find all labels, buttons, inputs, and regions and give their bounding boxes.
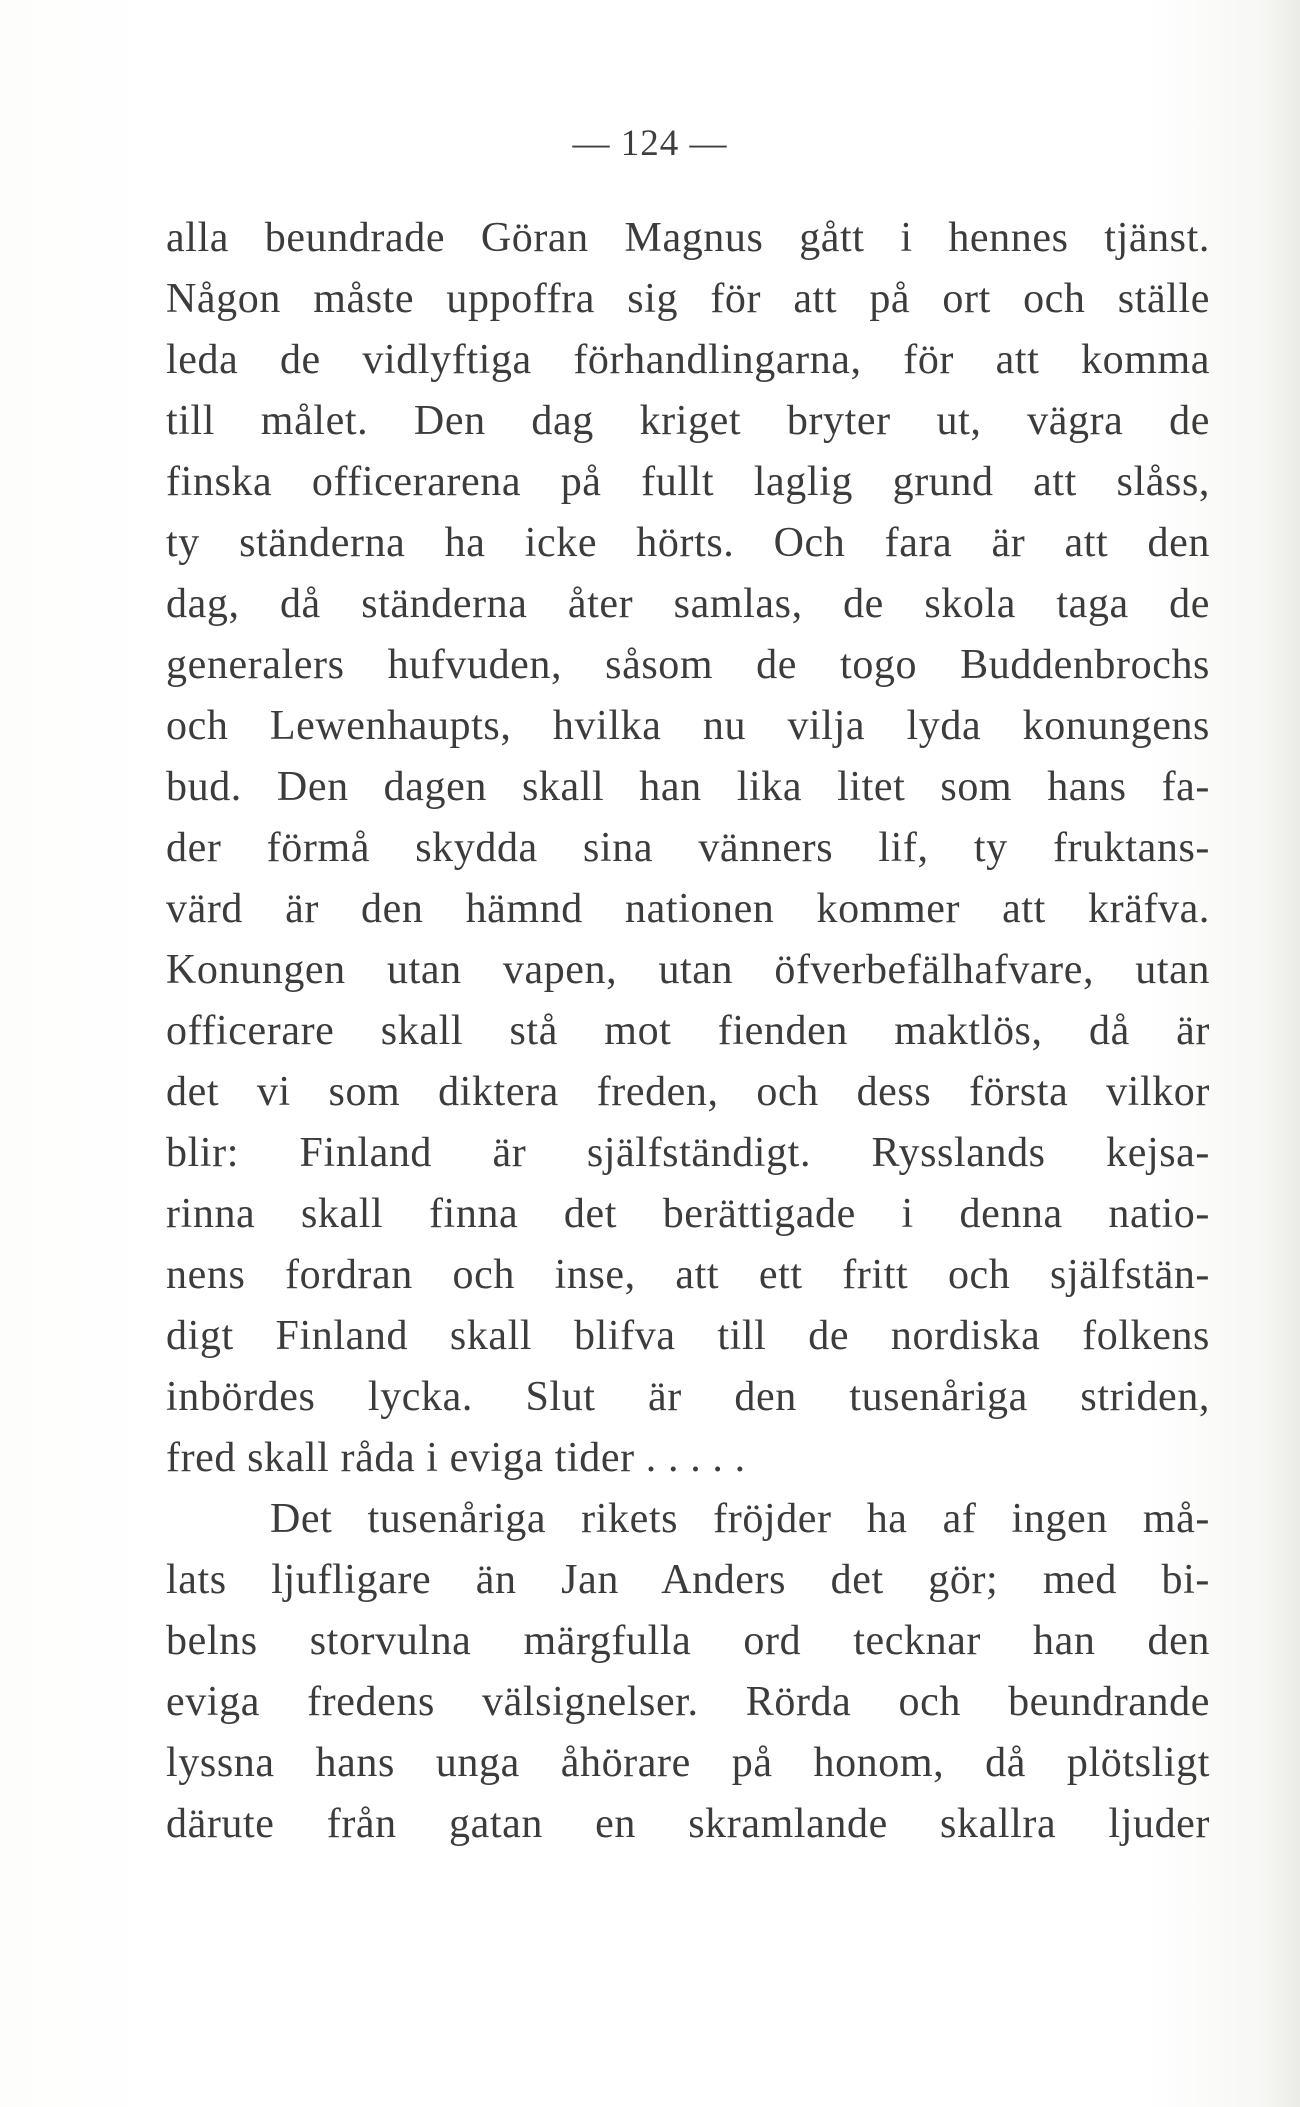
text-line: bud. Den dagen skall han lika litet som hans fa- xyxy=(166,764,1210,810)
text-line: rinna skall finna det berättigade i denna natio- xyxy=(166,1191,1210,1237)
text-line: och Lewenhaupts, hvilka nu vilja lyda konungens xyxy=(166,703,1210,749)
text-line: blir: Finland är själfständigt. Rysslands kejsa- xyxy=(166,1130,1210,1176)
text-line: lyssna hans unga åhörare på honom, då plötsligt xyxy=(166,1740,1210,1786)
text-line: alla beundrade Göran Magnus gått i hennes tjänst. xyxy=(166,215,1210,261)
text-line: fred skall råda i eviga tider . . . . . xyxy=(166,1435,746,1481)
text-line: generalers hufvuden, såsom de togo Buddenbrochs xyxy=(166,642,1210,688)
text-line: officerare skall stå mot fienden maktlös, då är xyxy=(166,1008,1210,1054)
text-line: digt Finland skall blifva till de nordiska folkens xyxy=(166,1313,1210,1359)
text-line: nens fordran och inse, att ett fritt och själfstän- xyxy=(166,1252,1210,1298)
text-line: Någon måste uppoffra sig för att på ort och ställe xyxy=(166,276,1210,322)
text-line: ty ständerna ha icke hörts. Och fara är att den xyxy=(166,520,1210,566)
paragraph-first-line: Det tusenåriga rikets fröjder ha af ingen må- xyxy=(270,1496,1210,1542)
text-line: lats ljufligare än Jan Anders det gör; med bi- xyxy=(166,1557,1210,1603)
text-line: värd är den hämnd nationen kommer att kräfva. xyxy=(166,886,1210,932)
text-line: det vi som diktera freden, och dess första vilkor xyxy=(166,1069,1210,1115)
text-line: dag, då ständerna åter samlas, de skola taga de xyxy=(166,581,1210,627)
text-line: der förmå skydda sina vänners lif, ty fruktans- xyxy=(166,825,1210,871)
text-line: Konungen utan vapen, utan öfverbefälhafvare, utan xyxy=(166,947,1210,993)
text-line: leda de vidlyftiga förhandlingarna, för att komma xyxy=(166,337,1210,383)
text-line: till målet. Den dag kriget bryter ut, vägra de xyxy=(166,398,1210,444)
text-line: eviga fredens välsignelser. Rörda och beundrande xyxy=(166,1679,1210,1725)
text-line: finska officerarena på fullt laglig grund att slåss, xyxy=(166,459,1210,505)
text-line: därute från gatan en skramlande skallra ljuder xyxy=(166,1801,1210,1847)
text-line: belns storvulna märgfulla ord tecknar han den xyxy=(166,1618,1210,1664)
page-number: — 124 — xyxy=(572,123,728,164)
body-text xyxy=(166,208,1210,1855)
text-line: inbördes lycka. Slut är den tusenåriga striden, xyxy=(166,1374,1210,1420)
